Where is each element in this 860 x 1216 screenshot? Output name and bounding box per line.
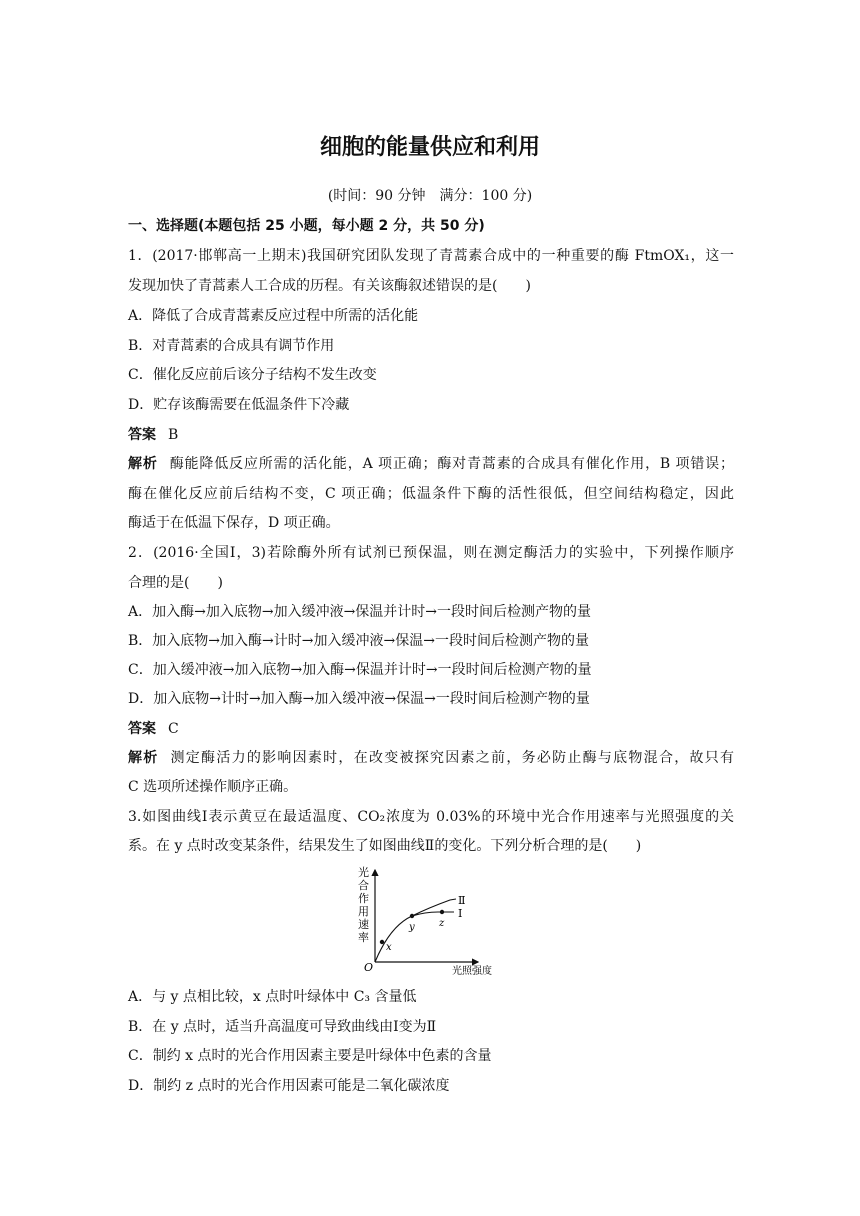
explanation-label: 解析 bbox=[128, 750, 159, 766]
q3-option-a: A．与 y 点相比较，x 点时叶绿体中 C₃ 含量低 bbox=[128, 989, 417, 1005]
q1-stem-line1: 1．(2017·邯郸高一上期末)我国研究团队发现了青蒿素合成中的一种重要的酶 FtmOX₁，这一 bbox=[128, 248, 734, 264]
q1-explanation-line2: 酶在催化反应前后结构不变，C 项正确；低温条件下酶的活性很低，但空间结构稳定，因此 bbox=[128, 486, 734, 502]
curve-i-label: Ⅰ bbox=[458, 907, 463, 920]
q1-explanation-line1 bbox=[128, 454, 734, 474]
q2-stem-line1: 2．(2016·全国Ⅰ，3)若除酶外所有试剂已预保温，则在测定酶活力的实验中，下列操作顺序 bbox=[128, 545, 734, 561]
q1-stem-line2: 发现加快了青蒿素人工合成的历程。有关该酶叙述错误的是( ) bbox=[128, 278, 531, 294]
q2-explanation-line1 bbox=[128, 748, 734, 768]
page-title: 细胞的能量供应和利用 bbox=[319, 135, 540, 160]
q2-explanation-line2: C 选项所述操作顺序正确。 bbox=[128, 779, 298, 795]
explanation-label: 解析 bbox=[128, 456, 158, 472]
answer-label: 答案 bbox=[128, 721, 156, 737]
y-axis-label-char: 用 bbox=[358, 905, 369, 918]
y-axis-label-char: 作 bbox=[358, 892, 369, 905]
point-y bbox=[410, 914, 414, 918]
q3-option-c: C．制约 x 点时的光合作用因素主要是叶绿体中色素的含量 bbox=[128, 1048, 492, 1064]
point-z bbox=[440, 910, 444, 914]
point-y-label: y bbox=[409, 922, 415, 933]
y-axis-label-char: 光 bbox=[358, 866, 369, 879]
point-x-label: x bbox=[386, 942, 392, 953]
q1-option-a: A．降低了合成青蒿素反应过程中所需的活化能 bbox=[128, 308, 419, 324]
origin-label: O bbox=[364, 961, 374, 974]
section-heading: 一、选择题(本题包括 25 小题，每小题 2 分，共 50 分) bbox=[128, 218, 485, 234]
q3-stem-line1: 3.如图曲线Ⅰ表示黄豆在最适温度、CO₂浓度为 0.03%的环境中光合作用速率与光照强度的关 bbox=[128, 809, 734, 825]
explanation-text: 测定酶活力的影响因素时，在改变被探究因素之前，务必防止酶与底物混合，故只有 bbox=[170, 750, 735, 766]
q1-answer bbox=[128, 425, 178, 445]
q2-answer bbox=[128, 719, 179, 739]
q2-stem-line2: 合理的是( ) bbox=[128, 575, 223, 591]
y-axis-label-char: 合 bbox=[358, 879, 369, 892]
q3-stem-line2: 系。在 y 点时改变某条件，结果发生了如图曲线Ⅱ的变化。下列分析合理的是( ) bbox=[128, 838, 642, 854]
answer-label: 答案 bbox=[128, 427, 156, 443]
answer-value: B bbox=[168, 427, 179, 443]
point-z-label: z bbox=[439, 918, 445, 929]
exam-info: (时间：90 分钟 满分：100 分) bbox=[327, 188, 533, 204]
q2-option-a: A．加入酶→加入底物→加入缓冲液→保温并计时→一段时间后检测产物的量 bbox=[128, 604, 592, 620]
q2-option-b: B．加入底物→加入酶→计时→加入缓冲液→保温→一段时间后检测产物的量 bbox=[128, 633, 589, 649]
answer-value: C bbox=[168, 721, 179, 737]
x-axis-label: 光照强度 bbox=[452, 966, 492, 977]
curve-ii-label: Ⅱ bbox=[458, 894, 466, 907]
explanation-text: 酶能降低反应所需的活化能，A 项正确；酶对青蒿素的合成具有催化作用，B 项错误； bbox=[169, 456, 735, 472]
q1-option-d: D．贮存该酶需要在低温条件下冷藏 bbox=[128, 397, 350, 413]
q3-option-d: D．制约 z 点时的光合作用因素可能是二氧化碳浓度 bbox=[128, 1078, 450, 1094]
q1-option-b: B．对青蒿素的合成具有调节作用 bbox=[128, 338, 335, 354]
y-axis-label-char: 率 bbox=[358, 931, 369, 944]
q2-option-c: C．加入缓冲液→加入底物→加入酶→保温并计时→一段时间后检测产物的量 bbox=[128, 662, 592, 678]
q1-option-c: C．催化反应前后该分子结构不发生改变 bbox=[128, 367, 377, 383]
q3-option-b: B．在 y 点时，适当升高温度可导致曲线由Ⅰ变为Ⅱ bbox=[128, 1019, 437, 1035]
q1-explanation-line3: 酶适于在低温下保存，D 项正确。 bbox=[128, 515, 340, 531]
q2-option-d: D．加入底物→计时→加入酶→加入缓冲液→保温→一段时间后检测产物的量 bbox=[128, 691, 590, 707]
y-axis-label-char: 速 bbox=[358, 918, 369, 931]
light-intensity-figure bbox=[350, 864, 510, 980]
point-x bbox=[380, 940, 384, 944]
